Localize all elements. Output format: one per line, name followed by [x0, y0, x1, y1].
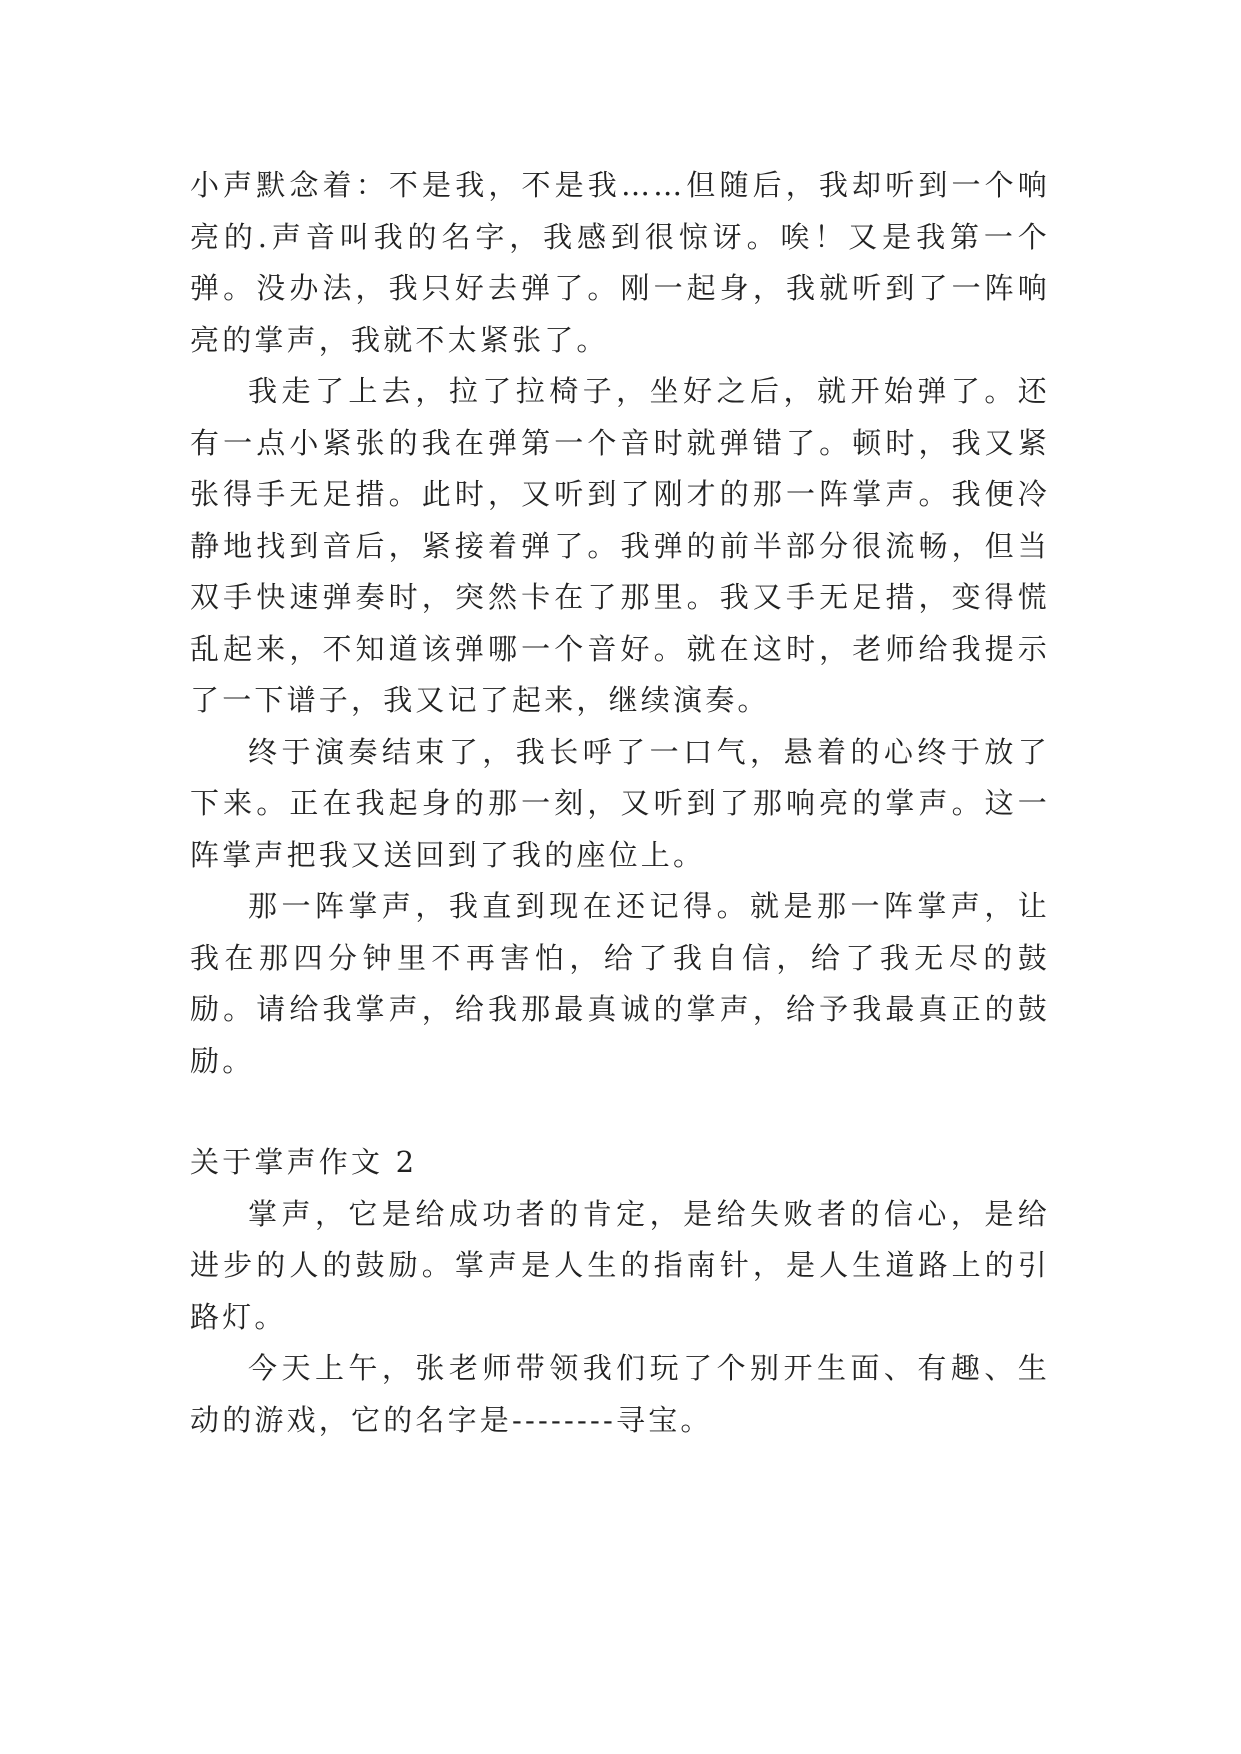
paragraph: 我走了上去，拉了拉椅子，坐好之后，就开始弹了。还有一点小紧张的我在弹第一个音时就弹错了。顿时，我又紧张得手无足措。此时，又听到了刚才的那一阵掌声。我便冷静地找到音后，紧接着弹了。我弹的前半部分很流畅，但当双手快速弹奏时，突然卡在了那里。我又手无足措，变得慌乱起来，不知道该弹哪一个音好。就在这时，老师给我提示了一下谱子，我又记了起来，继续演奏。	[190, 374, 1050, 717]
section-heading: 关于掌声作文 2	[190, 1145, 418, 1179]
paragraph: 那一阵掌声，我直到现在还记得。就是那一阵掌声，让我在那四分钟里不再害怕，给了我自信，给了我无尽的鼓励。请给我掌声，给我那最真诚的掌声，给予我最真正的鼓励。	[190, 889, 1050, 1078]
paragraph: 今天上午，张老师带领我们玩了个别开生面、有趣、生动的游戏，它的名字是--------寻宝。	[190, 1351, 1050, 1437]
paragraph-continued: 小声默念着：不是我，不是我……但随后，我却听到一个响亮的.声音叫我的名字，我感到很惊讶。唉！又是我第一个弹。没办法，我只好去弹了。刚一起身，我就听到了一阵响亮的掌声，我就不太紧张了。	[190, 168, 1050, 357]
paragraph: 掌声，它是给成功者的肯定，是给失败者的信心，是给进步的人的鼓励。掌声是人生的指南针，是人生道路上的引路灯。	[190, 1196, 1050, 1334]
paragraph: 终于演奏结束了，我长呼了一口气，悬着的心终于放了下来。正在我起身的那一刻，又听到了那响亮的掌声。这一阵掌声把我又送回到了我的座位上。	[190, 734, 1050, 872]
document-body	[190, 160, 1050, 1446]
